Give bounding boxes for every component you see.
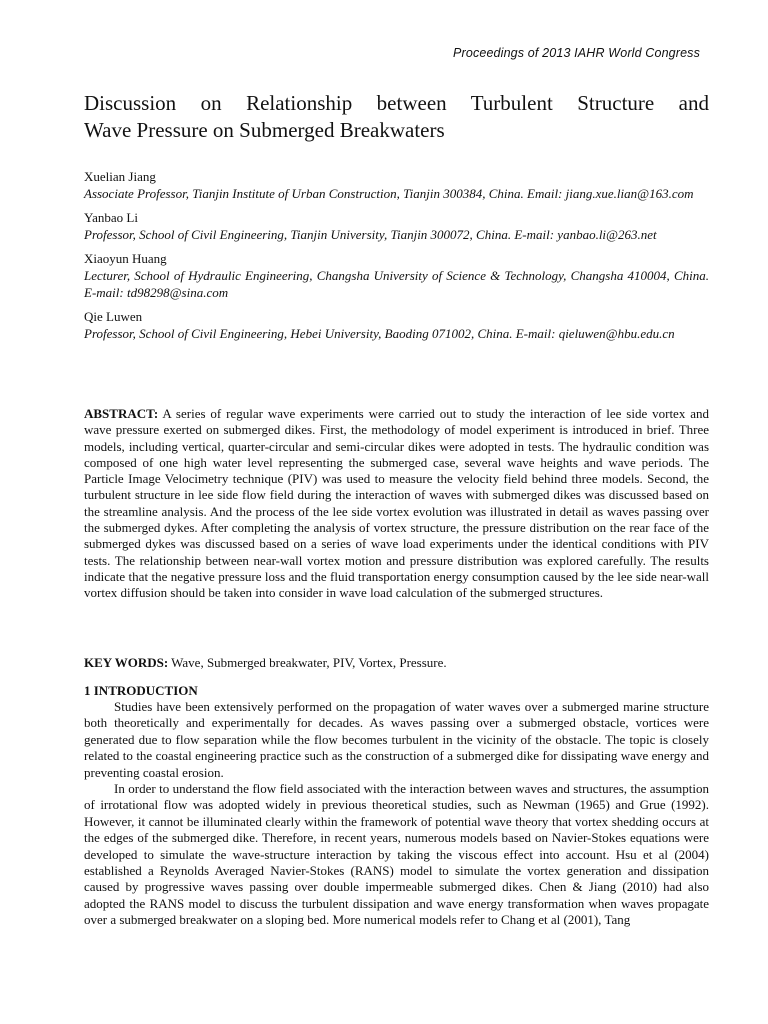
title-line-2: Wave Pressure on Submerged Breakwaters: [84, 118, 445, 142]
author-name: Qie Luwen: [84, 309, 143, 324]
author-list: [84, 168, 709, 349]
keywords-label: KEY WORDS:: [84, 655, 169, 670]
keywords: [84, 655, 709, 671]
introduction-body: [84, 699, 709, 929]
abstract: [84, 406, 709, 602]
author-name: Yanbao Li: [84, 210, 138, 225]
author-block: [84, 250, 709, 301]
author-block: [84, 308, 709, 342]
paragraph: In order to understand the flow field associated with the interaction between waves and structures, the assumption of irrotational flow was adopted widely in previous theoretical studies, such as Newman (1965) and Grue (1992). However, it cannot be illuminated clearly within the framework of potential wave theory that vortex shedding occurs at the edges of the submerged dike. Therefore, in recent years, numerous models based on Navier-Stokes equations were developed to simulate the wave-structure interaction by taking the viscous effect into account. Hsu et al (2004) established a Reynolds Averaged Navier-Stokes (RANS) model to simulate the vortex generation and dissipation caused by progressive waves passing over double impermeable submerged dikes. Chen & Jiang (2010) had also adopted the RANS model to discuss the turbulent dissipation and wave energy transformation when waves propagate over a submerged breakwater on a sloping bed. More numerical models refer to Chang et al (2001), Tang: [84, 781, 709, 928]
section-heading-introduction: 1 INTRODUCTION: [84, 683, 198, 698]
abstract-text: A series of regular wave experiments were carried out to study the interaction of lee side vortex and wave pressure exerted on submerged dikes. First, the methodology of model experiment is introduced in brief. Three models, including vertical, quarter-circular and semi-circular dikes were adopted in tests. The hydraulic condition was composed of one high water level representing the submerged case, several wave heights and wave periods. The Particle Image Velocimetry technique (PIV) was used to measure the velocity field behind three models. Second, the turbulent structure in lee side flow field during the interaction of waves with submerged dikes was discussed based on the streamline analysis. And the process of the lee side vortex evolution was illustrated in detail as waves passing over the submerged dykes. After completing the analysis of vortex structure, the pressure distribution on the rear face of the submerged dykes was discussed based on a series of wave load experiments under the identical conditions with PIV tests. The relationship between near-wall vortex motion and pressure distribution was explored carefully. The results indicate that the negative pressure loss and the fluid transportation energy consumption caused by the lee side near-wall vortex diffusion should be taken into consider in wave load calculation of the submerged structures.: [84, 406, 709, 601]
author-affiliation: Associate Professor, Tianjin Institute of Urban Construction, Tianjin 300384, China. Email: jiang.xue.lian@163.com: [84, 186, 694, 201]
abstract-label: ABSTRACT:: [84, 406, 159, 421]
author-affiliation: Professor, School of Civil Engineering, Hebei University, Baoding 071002, China. E-mail: qieluwen@hbu.edu.cn: [84, 326, 675, 341]
author-affiliation: Lecturer, School of Hydraulic Engineering, Changsha University of Science & Technology, Changsha 410004, China. E-mail: td98298@sina.com: [84, 268, 709, 300]
author-affiliation: Professor, School of Civil Engineering, Tianjin University, Tianjin 300072, China. E-mail: yanbao.li@263.net: [84, 227, 657, 242]
running-header: Proceedings of 2013 IAHR World Congress: [453, 46, 700, 60]
title-line-1: Discussion on Relationship between Turbulent Structure and: [84, 91, 709, 115]
author-block: [84, 209, 709, 243]
author-name: Xuelian Jiang: [84, 169, 156, 184]
author-name: Xiaoyun Huang: [84, 251, 167, 266]
paper-title: [84, 90, 709, 144]
paragraph: Studies have been extensively performed on the propagation of water waves over a submerged marine structure both theoretically and experimentally for decades. As waves passing over a submerged obstacle, vortices were generated due to flow separation while the flow becomes turbulent in the vicinity of the obstacle. The topic is closely related to the coastal engineering practice such as the construction of a submerged dike for dissipating wave energy and preventing coastal erosion.: [84, 699, 709, 780]
author-block: [84, 168, 709, 202]
keywords-text: Wave, Submerged breakwater, PIV, Vortex, Pressure.: [171, 655, 447, 670]
